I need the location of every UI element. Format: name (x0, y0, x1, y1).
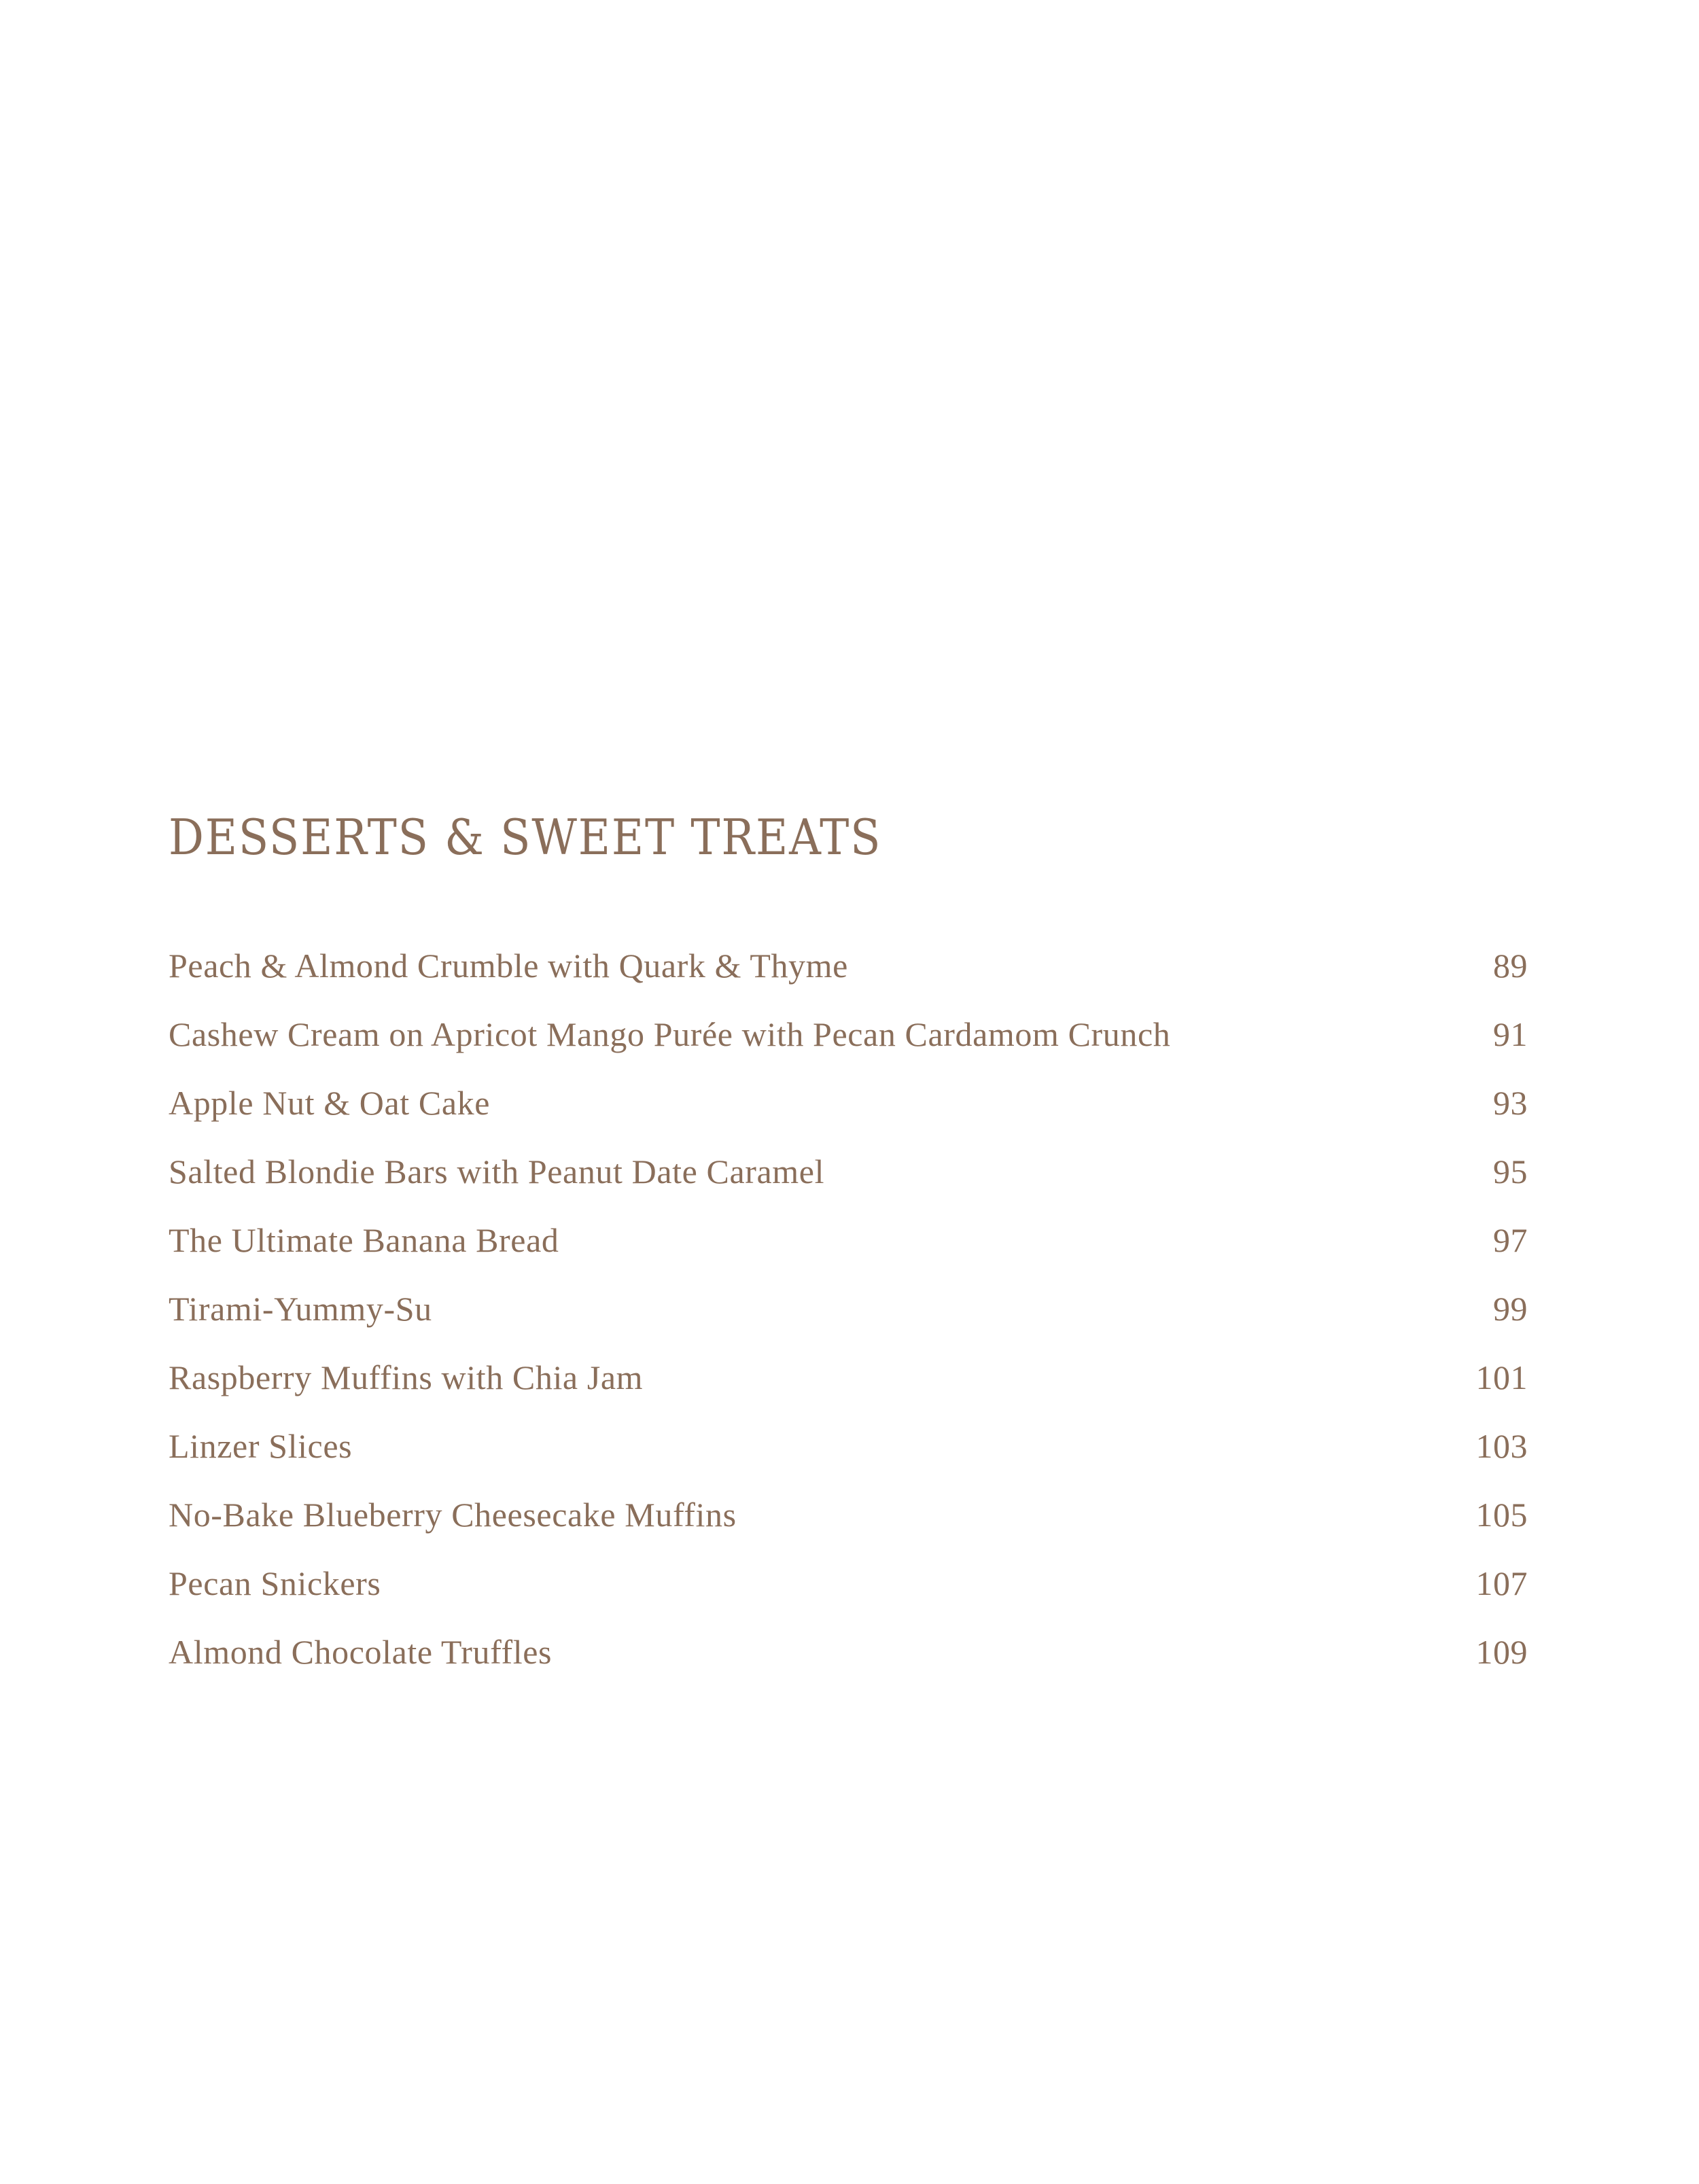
toc-entry[interactable] (169, 932, 1528, 1000)
toc-entry-page-number: 99 (1493, 1290, 1528, 1328)
toc-entry-title: Salted Blondie Bars with Peanut Date Caramel (169, 1152, 825, 1191)
toc-entry-page-number: 107 (1475, 1564, 1528, 1602)
toc-entry[interactable] (169, 1343, 1528, 1412)
toc-entry-title: Pecan Snickers (169, 1564, 381, 1602)
toc-entry[interactable] (169, 1549, 1528, 1618)
toc-entry[interactable] (169, 1618, 1528, 1687)
toc-entry-page-number: 91 (1493, 1015, 1528, 1053)
table-of-contents (169, 932, 1528, 1687)
section-title: DESSERTS & SWEET TREATS (169, 809, 882, 866)
toc-entry-title: Linzer Slices (169, 1427, 353, 1465)
toc-entry-page-number: 95 (1493, 1152, 1528, 1191)
toc-entry-page-number: 101 (1475, 1358, 1528, 1396)
toc-entry[interactable] (169, 1000, 1528, 1069)
toc-entry-page-number: 97 (1493, 1221, 1528, 1259)
toc-entry[interactable] (169, 1138, 1528, 1206)
toc-entry-title: Peach & Almond Crumble with Quark & Thyme (169, 947, 848, 985)
toc-entry-page-number: 105 (1475, 1496, 1528, 1534)
toc-entry-title: Cashew Cream on Apricot Mango Purée with Pecan Cardamom Crunch (169, 1015, 1171, 1053)
toc-entry[interactable] (169, 1412, 1528, 1481)
toc-entry-title: The Ultimate Banana Bread (169, 1221, 559, 1259)
toc-entry[interactable] (169, 1275, 1528, 1343)
toc-entry[interactable] (169, 1481, 1528, 1549)
toc-entry-title: Apple Nut & Oat Cake (169, 1084, 491, 1122)
toc-entry-title: Almond Chocolate Truffles (169, 1633, 553, 1671)
toc-entry-title: Raspberry Muffins with Chia Jam (169, 1358, 644, 1396)
toc-entry-title: Tirami-Yummy-Su (169, 1290, 432, 1328)
toc-entry-title: No-Bake Blueberry Cheesecake Muffins (169, 1496, 737, 1534)
toc-entry-page-number: 89 (1493, 947, 1528, 985)
toc-entry[interactable] (169, 1206, 1528, 1275)
toc-entry[interactable] (169, 1069, 1528, 1138)
toc-entry-page-number: 93 (1493, 1084, 1528, 1122)
toc-entry-page-number: 103 (1475, 1427, 1528, 1465)
toc-entry-page-number: 109 (1475, 1633, 1528, 1671)
